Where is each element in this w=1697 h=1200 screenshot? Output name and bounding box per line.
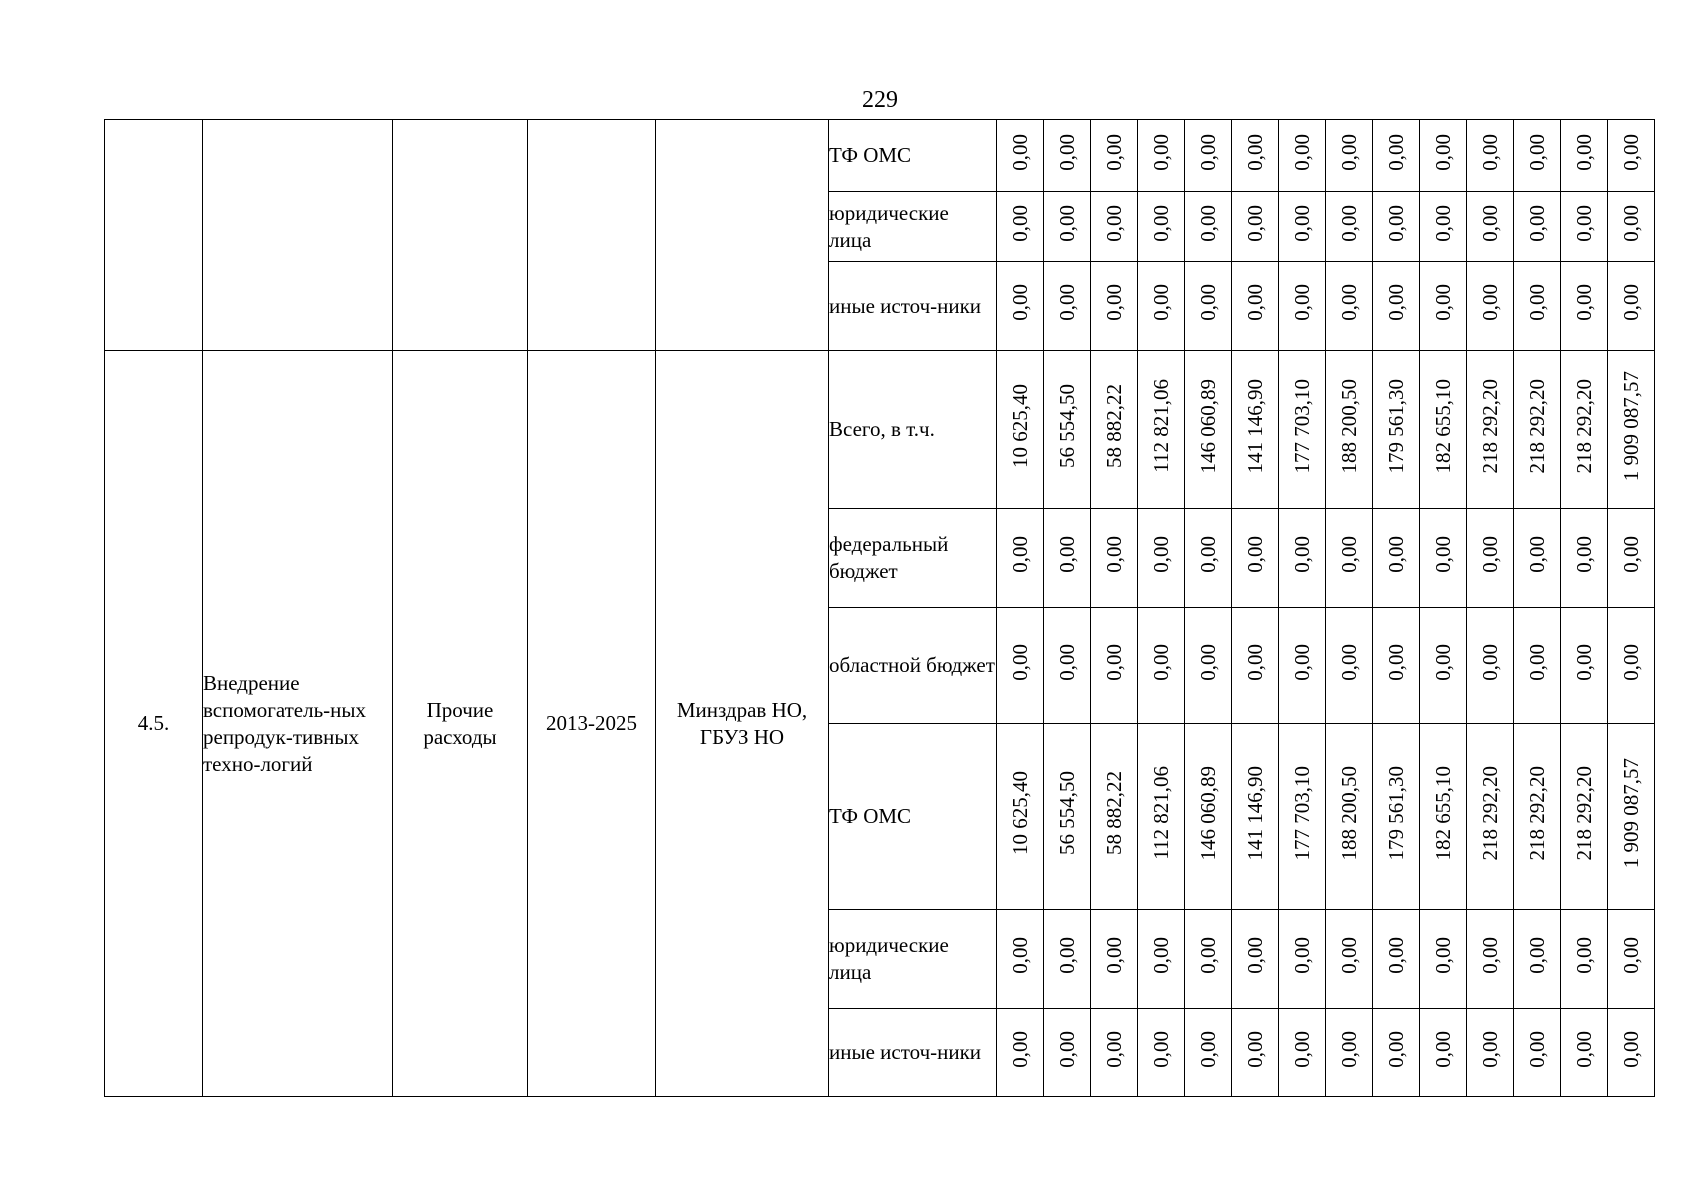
funding-table	[104, 119, 1655, 1097]
item-name-cell-text: Внедрение вспомогатель-ных репродук-тивных техно-логий	[203, 670, 367, 776]
value-text: 0,00	[1102, 284, 1126, 321]
value-cell	[1091, 724, 1138, 910]
executor-cell	[656, 351, 829, 1097]
value-text: 0,00	[1149, 937, 1173, 974]
value-text: 177 703,10	[1290, 378, 1314, 474]
value-cell	[1326, 351, 1373, 509]
funding-source-label: ТФ ОМС	[829, 804, 912, 828]
value-text: 0,00	[1619, 643, 1643, 681]
value-cell	[1373, 120, 1420, 192]
value-cell	[1091, 262, 1138, 351]
value-text: 0,00	[1149, 133, 1173, 171]
value-text: 0,00	[1384, 204, 1408, 242]
value-text: 112 821,06	[1149, 379, 1173, 473]
value-text: 10 625,40	[1008, 384, 1032, 468]
value-cell	[1561, 509, 1608, 608]
value-text: 0,00	[1431, 937, 1455, 974]
value-text: 58 882,22	[1102, 771, 1126, 855]
value-text: 146 060,89	[1196, 378, 1220, 474]
value-text: 0,00	[1337, 204, 1361, 242]
table-body	[105, 120, 1655, 1097]
value-cell	[1138, 1009, 1185, 1097]
value-text: 182 655,10	[1431, 765, 1455, 861]
table-row	[105, 120, 1655, 192]
value-cell	[1044, 262, 1091, 351]
value-cell	[1279, 509, 1326, 608]
value-text: 0,00	[1525, 1030, 1549, 1068]
value-text: 0,00	[1431, 536, 1455, 573]
value-text: 188 200,50	[1337, 378, 1361, 474]
value-cell	[1420, 120, 1467, 192]
value-cell	[1467, 509, 1514, 608]
value-cell	[1091, 608, 1138, 724]
value-cell	[1373, 351, 1420, 509]
value-text: 0,00	[1055, 1030, 1079, 1068]
value-text: 0,00	[1384, 643, 1408, 681]
value-text: 0,00	[1290, 643, 1314, 681]
value-text: 188 200,50	[1337, 765, 1361, 861]
value-text: 0,00	[1478, 643, 1502, 681]
value-text: 0,00	[1102, 133, 1126, 171]
value-cell	[1138, 724, 1185, 910]
value-cell	[1185, 1009, 1232, 1097]
value-text: 0,00	[1008, 1030, 1032, 1068]
value-text: 0,00	[1102, 536, 1126, 573]
value-cell	[1279, 1009, 1326, 1097]
value-text: 0,00	[1196, 1030, 1220, 1068]
value-text: 0,00	[1431, 204, 1455, 242]
funding-source-label: ТФ ОМС	[829, 143, 912, 167]
value-text: 0,00	[1243, 937, 1267, 974]
value-text: 58 882,22	[1102, 384, 1126, 468]
value-cell	[1420, 262, 1467, 351]
value-cell	[997, 608, 1044, 724]
value-text: 0,00	[1337, 536, 1361, 573]
value-text: 0,00	[1290, 204, 1314, 242]
value-cell	[1326, 192, 1373, 262]
value-cell	[1467, 192, 1514, 262]
value-cell	[1091, 120, 1138, 192]
value-cell	[1561, 608, 1608, 724]
value-cell	[1420, 608, 1467, 724]
value-cell	[1138, 351, 1185, 509]
value-text: 0,00	[1149, 643, 1173, 681]
period-cell	[528, 351, 656, 1097]
value-cell	[1044, 608, 1091, 724]
value-text: 0,00	[1384, 1030, 1408, 1068]
value-text: 0,00	[1337, 937, 1361, 974]
item-number-cell	[105, 120, 203, 351]
value-text: 112 821,06	[1149, 766, 1173, 860]
funding-source-cell	[829, 262, 997, 351]
value-cell	[1420, 724, 1467, 910]
value-cell	[1467, 724, 1514, 910]
value-text: 0,00	[1008, 536, 1032, 573]
value-cell	[1232, 509, 1279, 608]
value-cell	[1232, 120, 1279, 192]
value-text: 0,00	[1525, 204, 1549, 242]
value-cell	[1044, 1009, 1091, 1097]
value-text: 0,00	[1149, 536, 1173, 573]
value-text: 0,00	[1102, 204, 1126, 242]
executor-cell	[656, 120, 829, 351]
value-cell	[997, 724, 1044, 910]
value-text: 0,00	[1384, 536, 1408, 573]
value-text: 0,00	[1290, 536, 1314, 573]
value-cell	[1279, 262, 1326, 351]
value-text: 0,00	[1290, 284, 1314, 321]
page-number: 229	[862, 87, 898, 113]
value-text: 218 292,20	[1572, 378, 1596, 474]
funding-source-label: федеральный бюджет	[829, 532, 949, 583]
value-text: 0,00	[1008, 204, 1032, 242]
value-cell	[1138, 910, 1185, 1009]
value-cell	[1091, 910, 1138, 1009]
value-cell	[1561, 262, 1608, 351]
value-text: 0,00	[1337, 133, 1361, 171]
funding-source-cell	[829, 351, 997, 509]
funding-source-cell	[829, 192, 997, 262]
value-text: 0,00	[1619, 204, 1643, 242]
value-cell	[1044, 724, 1091, 910]
funding-source-label: иные источ-ники	[829, 293, 982, 318]
value-text: 0,00	[1619, 937, 1643, 974]
funding-source-cell	[829, 910, 997, 1009]
value-cell	[997, 509, 1044, 608]
value-text: 0,00	[1384, 284, 1408, 321]
value-text: 0,00	[1290, 937, 1314, 974]
value-cell	[1091, 351, 1138, 509]
value-text: 0,00	[1008, 643, 1032, 681]
value-text: 0,00	[1619, 536, 1643, 573]
period-cell	[528, 120, 656, 351]
value-cell	[1326, 262, 1373, 351]
value-cell	[1373, 724, 1420, 910]
value-cell	[1467, 120, 1514, 192]
value-text: 0,00	[1431, 643, 1455, 681]
value-cell	[1561, 1009, 1608, 1097]
value-text: 0,00	[1008, 937, 1032, 974]
item-number-cell-text: 4.5.	[137, 711, 170, 735]
funding-source-cell	[829, 724, 997, 910]
value-cell	[1091, 192, 1138, 262]
value-cell	[1044, 351, 1091, 509]
value-text: 0,00	[1572, 284, 1596, 321]
value-text: 0,00	[1290, 1030, 1314, 1068]
value-cell	[1138, 509, 1185, 608]
value-cell	[997, 120, 1044, 192]
value-text: 0,00	[1055, 937, 1079, 974]
value-cell	[1467, 910, 1514, 1009]
value-cell	[1514, 192, 1561, 262]
value-text: 177 703,10	[1290, 765, 1314, 861]
value-text: 218 292,20	[1478, 378, 1502, 474]
value-text: 0,00	[1149, 204, 1173, 242]
value-text: 0,00	[1478, 284, 1502, 321]
value-text: 146 060,89	[1196, 765, 1220, 861]
value-text: 0,00	[1055, 284, 1079, 321]
value-cell	[1326, 120, 1373, 192]
value-text: 0,00	[1572, 204, 1596, 242]
value-cell	[1420, 351, 1467, 509]
value-text: 0,00	[1290, 133, 1314, 171]
value-cell	[1420, 509, 1467, 608]
value-text: 56 554,50	[1055, 771, 1079, 855]
value-text: 0,00	[1525, 133, 1549, 171]
funding-source-cell	[829, 1009, 997, 1097]
value-text: 0,00	[1102, 937, 1126, 974]
funding-source-cell	[829, 120, 997, 192]
value-cell	[1373, 262, 1420, 351]
value-cell	[1138, 262, 1185, 351]
value-text: 0,00	[1243, 536, 1267, 573]
value-cell	[1467, 1009, 1514, 1097]
value-cell	[1326, 509, 1373, 608]
value-cell	[1514, 608, 1561, 724]
value-cell	[1561, 724, 1608, 910]
value-text: 0,00	[1431, 284, 1455, 321]
value-cell	[1326, 1009, 1373, 1097]
expense-type-cell-text: Прочие расходы	[423, 697, 497, 749]
funding-source-label: иные источ-ники	[829, 1040, 982, 1064]
value-cell	[1279, 351, 1326, 509]
value-cell	[1326, 724, 1373, 910]
value-cell	[1232, 910, 1279, 1009]
value-cell	[1279, 192, 1326, 262]
value-cell	[997, 192, 1044, 262]
value-text: 0,00	[1196, 204, 1220, 242]
value-text: 0,00	[1478, 133, 1502, 171]
value-cell	[1373, 192, 1420, 262]
value-text: 0,00	[1572, 1030, 1596, 1068]
value-cell	[1185, 608, 1232, 724]
value-cell	[1608, 608, 1655, 724]
value-cell	[997, 910, 1044, 1009]
period-cell-text: 2013-2025	[546, 711, 637, 735]
item-name-cell	[203, 120, 393, 351]
value-text: 141 146,90	[1243, 378, 1267, 474]
value-cell	[1514, 910, 1561, 1009]
executor-cell-text: Минздрав НО, ГБУЗ НО	[676, 697, 808, 749]
value-text: 0,00	[1384, 937, 1408, 974]
value-text: 0,00	[1525, 536, 1549, 573]
value-text: 0,00	[1243, 284, 1267, 321]
value-cell	[997, 262, 1044, 351]
value-text: 0,00	[1243, 643, 1267, 681]
value-text: 0,00	[1243, 204, 1267, 242]
value-cell	[1279, 120, 1326, 192]
value-text: 0,00	[1478, 204, 1502, 242]
value-cell	[1138, 120, 1185, 192]
value-cell	[1044, 910, 1091, 1009]
value-text: 0,00	[1525, 937, 1549, 974]
value-cell	[1232, 1009, 1279, 1097]
value-cell	[1608, 192, 1655, 262]
value-cell	[1091, 1009, 1138, 1097]
value-text: 0,00	[1337, 643, 1361, 681]
funding-source-label: областной бюджет	[829, 653, 995, 677]
value-text: 182 655,10	[1431, 378, 1455, 474]
value-cell	[1420, 1009, 1467, 1097]
value-text: 0,00	[1525, 643, 1549, 681]
value-text: 0,00	[1008, 284, 1032, 321]
funding-source-label: юридические лица	[829, 933, 949, 984]
value-text: 10 625,40	[1008, 771, 1032, 855]
value-text: 1 909 087,57	[1619, 370, 1643, 482]
value-cell	[1044, 509, 1091, 608]
value-cell	[1232, 724, 1279, 910]
value-cell	[1608, 910, 1655, 1009]
value-text: 1 909 087,57	[1619, 757, 1643, 869]
value-cell	[1514, 509, 1561, 608]
value-text: 0,00	[1102, 643, 1126, 681]
item-name-cell	[203, 351, 393, 1097]
funding-source-label: юридические лица	[829, 200, 949, 252]
value-text: 0,00	[1431, 133, 1455, 171]
value-text: 0,00	[1196, 536, 1220, 573]
value-text: 0,00	[1055, 133, 1079, 171]
value-cell	[1185, 192, 1232, 262]
value-cell	[997, 351, 1044, 509]
value-text: 0,00	[1478, 536, 1502, 573]
value-cell	[1185, 262, 1232, 351]
table-row	[105, 351, 1655, 509]
value-cell	[1091, 509, 1138, 608]
value-text: 218 292,20	[1478, 765, 1502, 861]
value-text: 0,00	[1619, 133, 1643, 171]
value-cell	[1373, 608, 1420, 724]
value-text: 0,00	[1196, 284, 1220, 321]
value-text: 0,00	[1431, 1030, 1455, 1068]
value-cell	[1044, 192, 1091, 262]
value-cell	[1185, 351, 1232, 509]
value-cell	[1373, 910, 1420, 1009]
value-cell	[1185, 724, 1232, 910]
value-text: 179 561,30	[1384, 378, 1408, 474]
value-text: 0,00	[1572, 643, 1596, 681]
value-cell	[1561, 351, 1608, 509]
value-cell	[1561, 910, 1608, 1009]
value-text: 0,00	[1525, 284, 1549, 321]
value-text: 0,00	[1478, 1030, 1502, 1068]
value-cell	[1467, 351, 1514, 509]
value-cell	[1373, 509, 1420, 608]
value-text: 0,00	[1243, 1030, 1267, 1068]
value-cell	[1561, 192, 1608, 262]
value-cell	[1185, 509, 1232, 608]
funding-source-label: Всего, в т.ч.	[829, 417, 935, 441]
value-text: 179 561,30	[1384, 765, 1408, 861]
value-text: 218 292,20	[1572, 765, 1596, 861]
funding-source-cell	[829, 509, 997, 608]
value-cell	[1138, 192, 1185, 262]
value-cell	[1608, 120, 1655, 192]
value-text: 0,00	[1196, 133, 1220, 171]
value-text: 141 146,90	[1243, 765, 1267, 861]
value-cell	[1420, 192, 1467, 262]
value-text: 0,00	[1619, 1030, 1643, 1068]
value-cell	[1608, 262, 1655, 351]
value-cell	[1467, 608, 1514, 724]
value-text: 0,00	[1619, 284, 1643, 321]
value-cell	[1514, 120, 1561, 192]
value-text: 218 292,20	[1525, 378, 1549, 474]
value-text: 0,00	[1384, 133, 1408, 171]
value-cell	[1279, 608, 1326, 724]
value-cell	[997, 1009, 1044, 1097]
value-text: 0,00	[1478, 937, 1502, 974]
expense-type-cell	[393, 351, 528, 1097]
value-cell	[1608, 1009, 1655, 1097]
value-cell	[1232, 608, 1279, 724]
value-text: 0,00	[1196, 643, 1220, 681]
value-text: 0,00	[1196, 937, 1220, 974]
value-text: 0,00	[1337, 284, 1361, 321]
expense-type-cell	[393, 120, 528, 351]
value-cell	[1514, 262, 1561, 351]
value-text: 0,00	[1243, 133, 1267, 171]
value-cell	[1514, 351, 1561, 509]
value-cell	[1420, 910, 1467, 1009]
value-cell	[1608, 351, 1655, 509]
value-cell	[1373, 1009, 1420, 1097]
value-cell	[1232, 262, 1279, 351]
value-text: 0,00	[1055, 204, 1079, 242]
value-text: 0,00	[1102, 1030, 1126, 1068]
value-text: 0,00	[1337, 1030, 1361, 1068]
value-cell	[1232, 351, 1279, 509]
item-number-cell	[105, 351, 203, 1097]
value-cell	[1138, 608, 1185, 724]
value-cell	[1185, 120, 1232, 192]
value-text: 0,00	[1008, 133, 1032, 171]
value-text: 218 292,20	[1525, 765, 1549, 861]
value-cell	[1044, 120, 1091, 192]
value-cell	[1467, 262, 1514, 351]
value-text: 0,00	[1572, 133, 1596, 171]
value-text: 0,00	[1572, 536, 1596, 573]
value-cell	[1514, 724, 1561, 910]
value-cell	[1561, 120, 1608, 192]
value-cell	[1279, 910, 1326, 1009]
value-cell	[1326, 608, 1373, 724]
value-text: 0,00	[1572, 937, 1596, 974]
value-cell	[1514, 1009, 1561, 1097]
value-text: 0,00	[1149, 1030, 1173, 1068]
value-cell	[1185, 910, 1232, 1009]
value-cell	[1608, 724, 1655, 910]
value-cell	[1326, 910, 1373, 1009]
value-text: 0,00	[1149, 284, 1173, 321]
value-cell	[1279, 724, 1326, 910]
funding-source-cell	[829, 608, 997, 724]
value-text: 0,00	[1055, 643, 1079, 681]
value-cell	[1608, 509, 1655, 608]
value-text: 56 554,50	[1055, 384, 1079, 468]
value-text: 0,00	[1055, 536, 1079, 573]
value-cell	[1232, 192, 1279, 262]
